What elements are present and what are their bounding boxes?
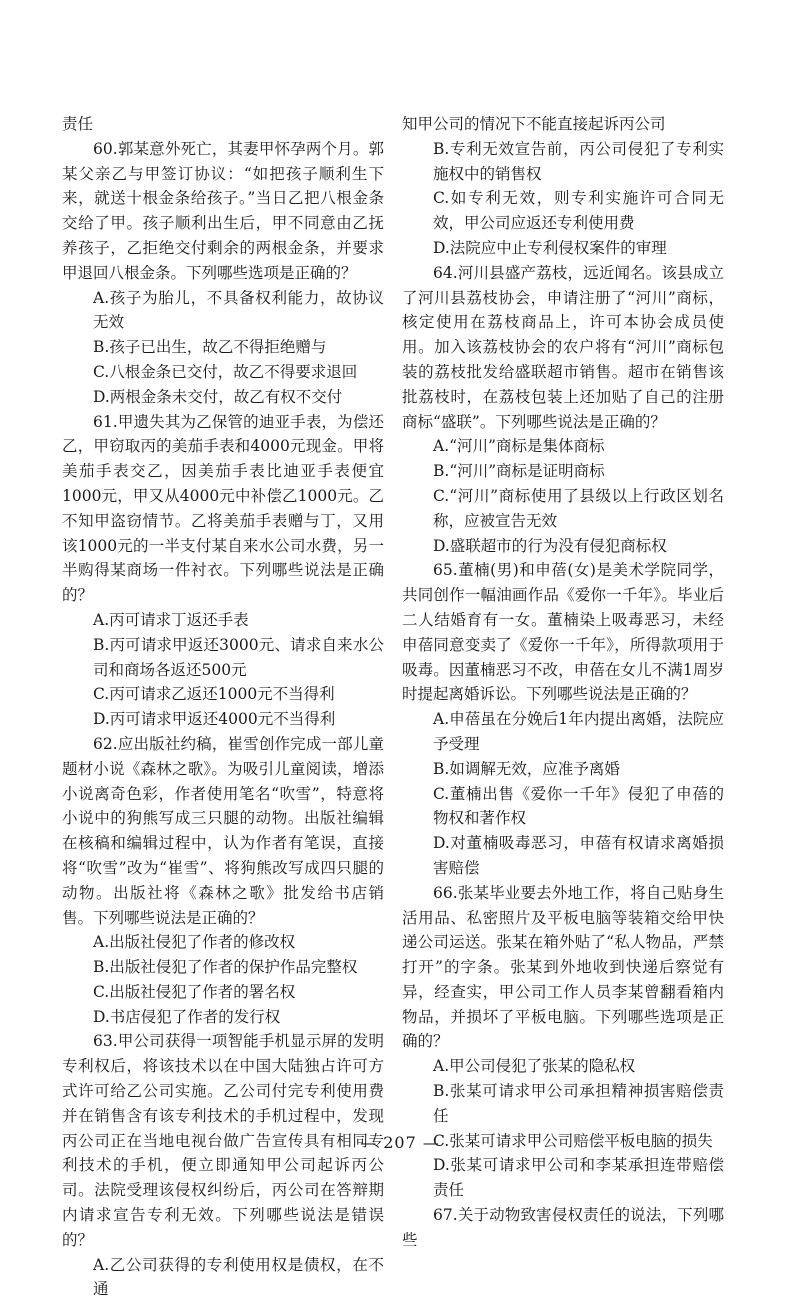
answer-option: D.对董楠吸毒恶习，申蓓有权请求离婚损害赔偿	[433, 834, 724, 877]
question-stem: 65.董楠(男)和申蓓(女)是美术学院同学，共同创作一幅油画作品《爱你一千年》。毕业后二人结婚育有一女。董楠染上吸毒恶习，未经申蓓同意变卖了《爱你一千年》，所得款项用于吸毒。因董楠恶习不改，申蓓在女儿不满1周岁时提起离婚诉讼。下列哪些说法是正确的？	[402, 561, 724, 704]
answer-option: B.出版社侵犯了作者的保护作品完整权	[93, 958, 358, 977]
answer-option: C.八根金条已交付，故乙不得要求退回	[93, 362, 358, 381]
answer-option: C.董楠出售《爱你一千年》侵犯了申蓓的物权和著作权	[433, 784, 724, 828]
answer-option: B.专利无效宣告前，丙公司侵犯了专利实施权中的销售权	[433, 139, 724, 183]
answer-option: A.丙可请求丁返还手表	[93, 610, 249, 629]
question-stem: 63.甲公司获得一项智能手机显示屏的发明专利权后，将该技术以在中国大陆独占许可方式许可给乙公司实施。乙公司付完专利使用费并在销售含有该专利技术的手机过程中，发现丙公司正在当地电视台做广告宣传具有相同专利技术的手机，便立即通知甲公司起诉丙公司。法院受理该侵权纠纷后，丙公司在答辩期内请求宣告专利无效。下列哪些说法是错误的？	[62, 1032, 384, 1249]
answer-option: A.乙公司获得的专利使用权是债权，在不通	[93, 1255, 384, 1299]
continued-text: 责任	[62, 115, 94, 133]
answer-option: D.张某可请求甲公司和李某承担连带赔偿责任	[433, 1156, 724, 1200]
answer-option: D.书店侵犯了作者的发行权	[93, 1007, 281, 1026]
answer-option: C.张某可请求甲公司赔偿平板电脑的损失	[433, 1131, 713, 1150]
right-column	[402, 112, 724, 1253]
page-number: — 207 —	[360, 1133, 440, 1152]
question-stem: 60.郭某意外死亡，其妻甲怀孕两个月。郭某父亲乙与甲签订协议：“如把孩子顺利生下来，就送十根金条给孩子。”当日乙把八根金条交给了甲。孩子顺利出生后，甲不同意由乙抚养孩子，乙拒绝交付剩余的两根金条，并要求甲退回八根金条。下列哪些选项是正确的？	[62, 139, 384, 282]
answer-option: D.两根金条未交付，故乙有权不交付	[93, 387, 343, 406]
question-stem: 67.关于动物致害侵权责任的说法，下列哪些	[402, 1206, 724, 1249]
answer-option: A.申蓓虽在分娩后1年内提出离婚，法院应予受理	[433, 710, 724, 753]
answer-option: A.“河川”商标是集体商标	[433, 437, 605, 456]
answer-option: A.孩子为胎儿，不具备权利能力，故协议无效	[93, 288, 384, 332]
answer-option: B.张某可请求甲公司承担精神损害赔偿责任	[433, 1082, 724, 1125]
answer-option: D.丙可请求甲返还4000元不当得利	[93, 710, 336, 729]
answer-option: A.出版社侵犯了作者的修改权	[93, 933, 296, 952]
answer-option: B.丙可请求甲返还3000元、请求自来水公司和商场各返还500元	[93, 635, 384, 679]
answer-option: B.如调解无效，应准予离婚	[433, 759, 620, 778]
left-column	[62, 112, 384, 1302]
answer-option: A.甲公司侵犯了张某的隐私权	[433, 1057, 636, 1076]
answer-option: D.盛联超市的行为没有侵犯商标权	[433, 536, 667, 555]
answer-option: C.如专利无效，则专利实施许可合同无效，甲公司应返还专利使用费	[433, 189, 724, 233]
answer-option: C.丙可请求乙返还1000元不当得利	[93, 685, 335, 704]
continued-text: 知甲公司的情况下不能直接起诉丙公司	[402, 115, 666, 133]
answer-option: C.“河川”商标使用了县级以上行政区划名称，应被宣告无效	[433, 486, 724, 530]
answer-option: D.法院应中止专利侵权案件的审理	[433, 238, 667, 257]
question-stem: 61.甲遗失其为乙保管的迪亚手表，为偿还乙，甲窃取丙的美茄手表和4000元现金。甲将美茄手表交乙，因美茄手表比迪亚手表便宜1000元，甲又从4000元中补偿乙1000元。乙不知甲盗窃情节。乙将美茄手表赠与丁，又用该1000元的一半支付某自来水公司水费，另一半购得某商场一件衬衣。下列哪些说法是正确的？	[62, 412, 384, 605]
question-stem: 64.河川县盛产荔枝，远近闻名。该县成立了河川县荔枝协会，申请注册了“河川”商标，核定使用在荔枝商品上，许可本协会成员使用。加入该荔枝协会的农户将有“河川”商标包装的荔枝批发给盛联超市销售。超市在销售该批荔枝时，在荔枝包装上还加贴了自己的注册商标“盛联”。下列哪些说法是正确的？	[402, 263, 724, 431]
answer-option: B.“河川”商标是证明商标	[433, 462, 605, 481]
answer-option: C.出版社侵犯了作者的署名权	[93, 982, 296, 1001]
question-stem: 66.张某毕业要去外地工作，将自己贴身生活用品、私密照片及平板电脑等装箱交给甲快递公司运送。张某在箱外贴了“私人物品，严禁打开”的字条。张某到外地收到快递后察觉有异，经查实，甲公司工作人员李某曾翻看箱内物品，并损坏了平板电脑。下列哪些选项是正确的？	[402, 883, 724, 1051]
question-stem: 62.应出版社约稿，崔雪创作完成一部儿童题材小说《森林之歌》。为吸引儿童阅读，增添小说离奇色彩，作者使用笔名“吹雪”，特意将小说中的狗熊写成三只腿的动物。出版社编辑在核稿和编辑过程中，认为作者有笔误，直接将“吹雪”改为“崔雪”、将狗熊改写成四只腿的动物。出版社将《森林之歌》批发给书店销售。下列哪些说法是正确的？	[62, 734, 384, 927]
answer-option: B.孩子已出生，故乙不得拒绝赠与	[93, 338, 327, 357]
